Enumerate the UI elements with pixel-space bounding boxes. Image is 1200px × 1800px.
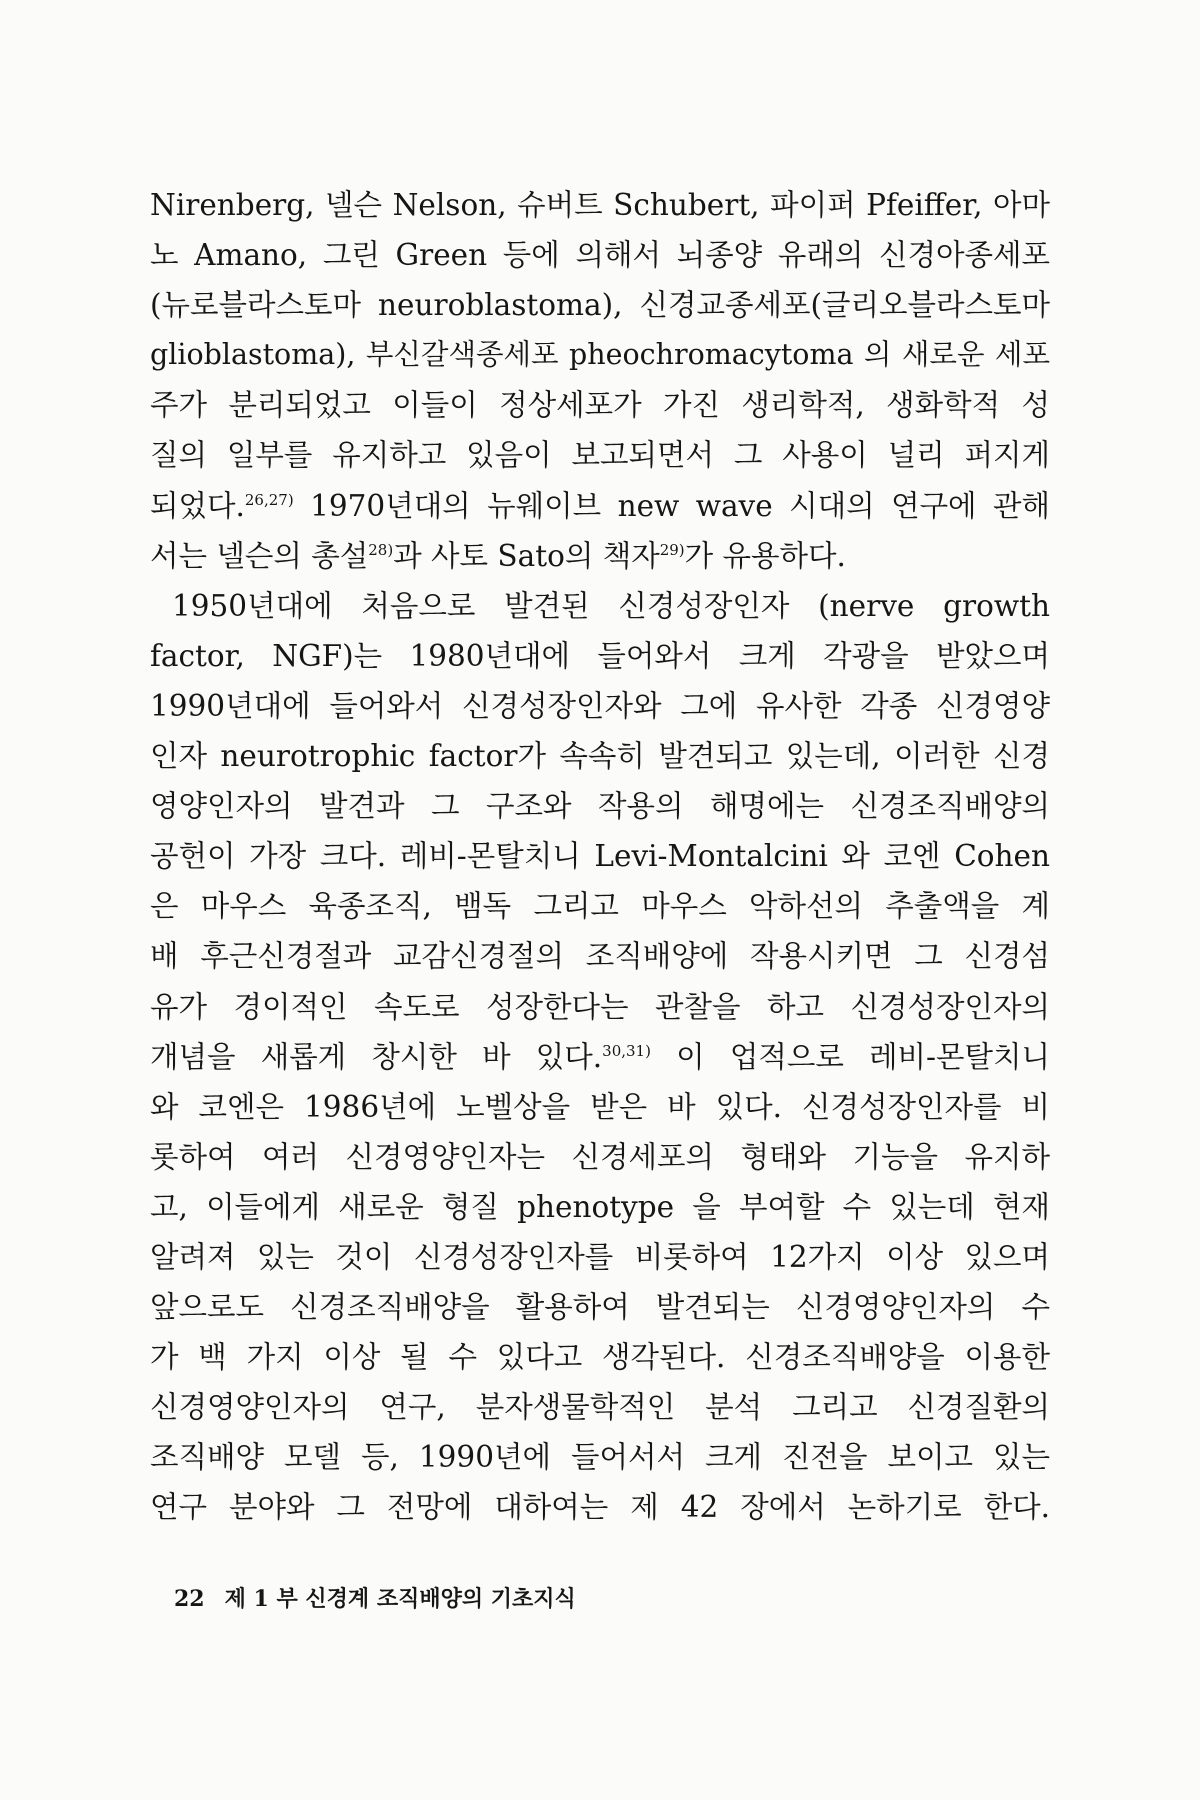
line-text: 이 업적으로 레비-몬탈치니 xyxy=(650,1039,1050,1074)
text-line: (뉴로블라스토마 neuroblastoma), 신경교종세포(글리오블라스토마 xyxy=(150,288,1050,323)
text-line xyxy=(150,1032,1050,1082)
text-line: 알려져 있는 것이 신경성장인자를 비롯하여 12가지 이상 있으며 xyxy=(150,1239,1050,1274)
text-line: factor, NGF)는 1980년대에 들어와서 크게 각광을 받았으며 xyxy=(150,638,1050,673)
paragraph-2 xyxy=(150,581,1050,1533)
body-text xyxy=(150,180,1050,1533)
text-line: 1950년대에 처음으로 발견된 신경성장인자 (nerve growth xyxy=(172,588,1050,623)
text-line: 롯하여 여러 신경영양인자는 신경세포의 형태와 기능을 유지하 xyxy=(150,1139,1050,1174)
line-text: 되었다. xyxy=(150,488,245,523)
text-line: 질의 일부를 유지하고 있음이 보고되면서 그 사용이 널리 퍼지게 xyxy=(150,438,1050,473)
text-line: 고, 이들에게 새로운 형질 phenotype 을 부여할 수 있는데 현재 xyxy=(150,1189,1050,1224)
line-text: 1970년대의 뉴웨이브 new wave 시대의 연구에 관해 xyxy=(293,488,1050,523)
citation-superscript: 28) xyxy=(368,540,394,559)
line-text: 서는 넬슨의 총설 xyxy=(150,538,369,573)
text-line: 노 Amano, 그린 Green 등에 의해서 뇌종양 유래의 신경아종세포 xyxy=(150,238,1050,273)
line-text: 가 유용하다. xyxy=(684,538,846,573)
text-line: 앞으로도 신경조직배양을 활용하여 발견되는 신경영양인자의 수 xyxy=(150,1290,1050,1325)
text-line: 1990년대에 들어와서 신경성장인자와 그에 유사한 각종 신경영양 xyxy=(150,688,1050,723)
page-number: 22 xyxy=(174,1586,205,1612)
citation-superscript: 30,31) xyxy=(602,1041,651,1060)
text-line: 와 코엔은 1986년에 노벨상을 받은 바 있다. 신경성장인자를 비 xyxy=(150,1089,1050,1124)
text-line xyxy=(150,531,1050,581)
citation-superscript: 26,27) xyxy=(244,490,294,509)
text-line: 인자 neurotrophic factor가 속속히 발견되고 있는데, 이러한 신경 xyxy=(150,739,1050,774)
text-line: 공헌이 가장 크다. 레비-몬탈치니 Levi-Montalcini 와 코엔 Cohen xyxy=(150,839,1050,874)
text-line: 조직배양 모델 등, 1990년에 들어서서 크게 진전을 보이고 있는 xyxy=(150,1440,1050,1475)
text-line: 유가 경이적인 속도로 성장한다는 관찰을 하고 신경성장인자의 xyxy=(150,989,1050,1024)
text-line: Nirenberg, 넬슨 Nelson, 슈버트 Schubert, 파이퍼 Pfeiffer, 아마 xyxy=(150,188,1050,222)
text-line: 연구 분야와 그 전망에 대하여는 제 42 장에서 논하기로 한다. xyxy=(150,1490,1050,1525)
line-text: 과 사토 Sato의 책자 xyxy=(393,538,660,573)
citation-superscript: 29) xyxy=(659,540,685,559)
text-line: 은 마우스 육종조직, 뱀독 그리고 마우스 악하선의 추출액을 계 xyxy=(150,889,1050,924)
text-line: 영양인자의 발견과 그 구조와 작용의 해명에는 신경조직배양의 xyxy=(150,789,1050,824)
text-line: 배 후근신경절과 교감신경절의 조직배양에 작용시키면 그 신경섬 xyxy=(150,939,1050,974)
text-line: 가 백 가지 이상 될 수 있다고 생각된다. 신경조직배양을 이용한 xyxy=(150,1340,1050,1375)
text-line xyxy=(150,481,1050,531)
paragraph-1 xyxy=(150,180,1050,581)
running-title: 제 1 부 신경계 조직배양의 기초지식 xyxy=(224,1586,576,1612)
text-line: glioblastoma), 부신갈색종세포 pheochromacytoma 의 새로운 세포 xyxy=(150,338,1050,372)
page-footer xyxy=(174,1582,576,1613)
line-text: 개념을 새롭게 창시한 바 있다. xyxy=(150,1039,603,1074)
text-line: 주가 분리되었고 이들이 정상세포가 가진 생리학적, 생화학적 성 xyxy=(150,388,1050,423)
text-line: 신경영양인자의 연구, 분자생물학적인 분석 그리고 신경질환의 xyxy=(150,1390,1050,1425)
